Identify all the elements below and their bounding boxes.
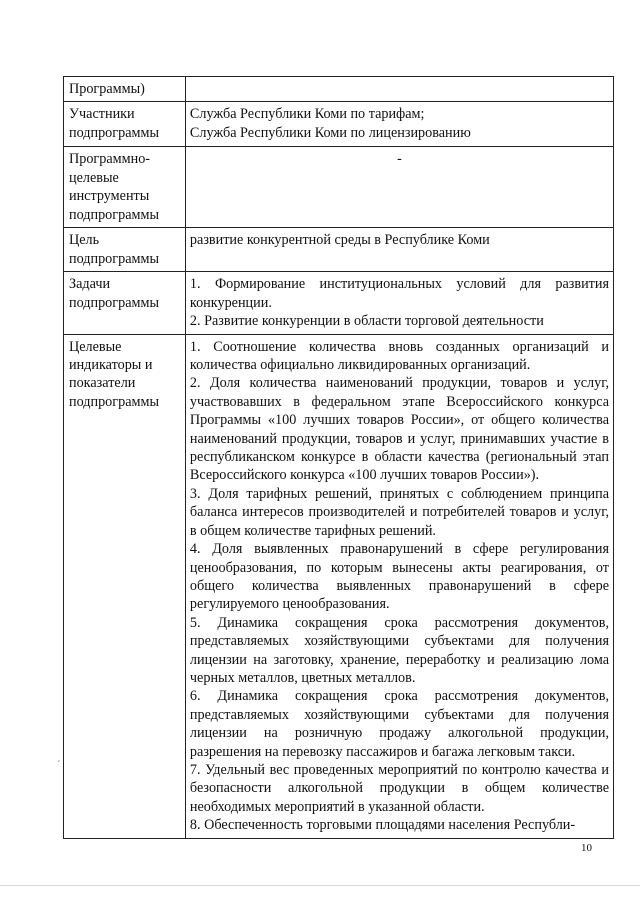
table-row [64,147,614,228]
row-content [185,147,613,228]
indicator-item: 6. Динамика сокращения срока рассмотрения документов, представляемых хозяйствующими субъектами для получения лицензии на розничную продажу алкогольной продукции, разрешения на перевозку пассажиров и багажа легковым такси. [189,688,609,760]
scan-edge-line [0,885,640,886]
row-content [185,102,613,147]
content-line: 1. Формирование институциональных условий для развития конкуренции. [189,276,609,311]
table-row [64,228,614,272]
content-line: Служба Республики Коми по тарифам; [189,106,425,123]
indicator-item: 8. Обеспеченность торговыми площадями населения Республи- [189,817,576,834]
indicator-item: 3. Доля тарифных решений, принятых с соблюдением принципа баланса интересов производителей и потребителей товаров и услуг, в общем количестве тарифных решений. [189,485,609,539]
indicator-item: 5. Динамика сокращения срока рассмотрения документов, представляемых хозяйствующими субъектами для получения лицензии на заготовку, хранение, переработку и реализацию лома черных металлов, цветных металлов. [189,614,609,686]
row-content [185,77,613,102]
indicator-item: 1. Соотношение количества вновь созданных организаций и количества официально ликвидированных организаций. [189,338,609,374]
row-label: Участники подпрограммы [64,102,186,147]
row-label: Цель подпрограммы [64,228,186,272]
page-number: 10 [581,842,592,854]
row-content [185,272,613,334]
indicator-item: 4. Доля выявленных правонарушений в сфере регулирования ценообразования, по которым вынесены акты реагирования, от общего количества выявленных правонарушений в сфере регулируемого ценообразования. [189,541,609,613]
indicator-item: 7. Удельный вес проведенных мероприятий по контролю качества и безопасности алкогольной продукции в общем количестве необходимых мероприятий в указанной области. [189,761,609,815]
row-label: Целевые индикаторы и показатели подпрограммы [64,334,186,838]
program-passport-table [63,76,614,839]
table-row [64,77,614,102]
row-content [185,334,613,838]
indicator-item: 2. Доля количества наименований продукции, товаров и услуг, участвовавших в федеральном этапе Всероссийского конкурса Программы «100 лучших товаров России», от общего количества наименований продукции, товаров и услуг, принимавших участие в республиканском конкурсе в области качества (региональный этап Всероссийского конкурса «100 лучших товаров России»). [189,375,609,484]
content-line: Служба Республики Коми по лицензированию [189,124,471,141]
row-label: Программно-целевые инструменты подпрограммы [64,147,186,228]
margin-mark: ´ [57,760,61,771]
row-label: Задачи подпрограммы [64,272,186,334]
content-dash: - [397,151,402,168]
row-content [185,228,613,272]
table-row [64,334,614,838]
table-row [64,102,614,147]
content-line: развитие конкурентной среды в Республике Коми [189,232,490,249]
table-row [64,272,614,334]
content-line: 2. Развитие конкуренции в области торговой деятельности [189,313,544,330]
row-label: Программы) [64,77,186,102]
